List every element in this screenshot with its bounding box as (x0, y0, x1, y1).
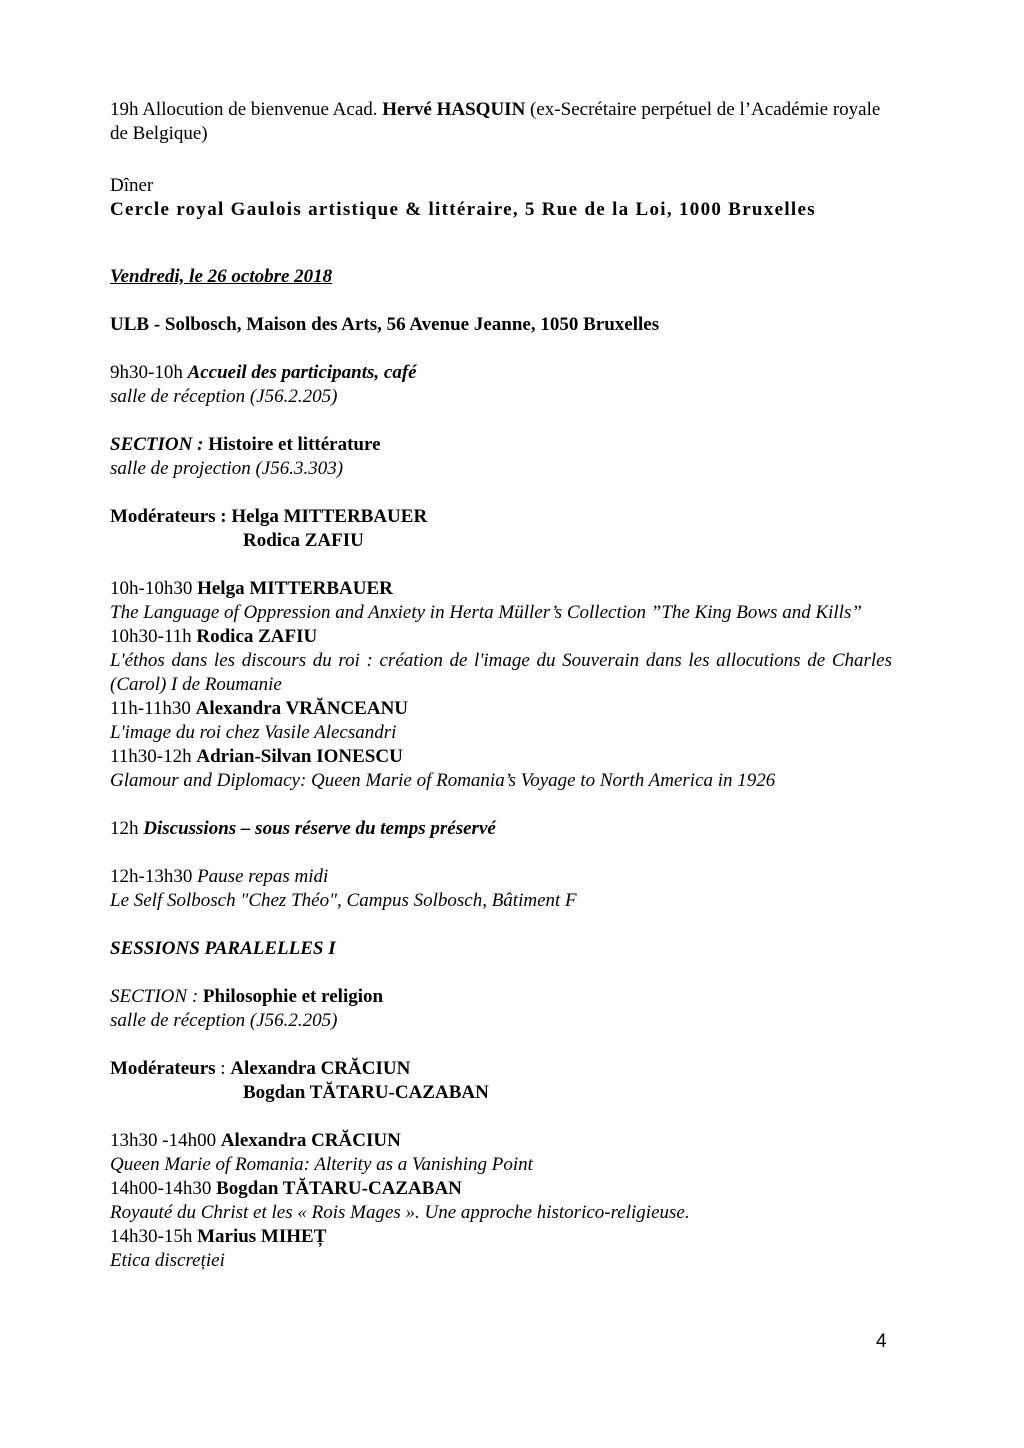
talk-time: 13h30 -14h00 (110, 1130, 221, 1151)
lunch-place: Le Self Solbosch "Chez Théo", Campus Solbosch, Bâtiment F (110, 890, 577, 911)
section2-room: salle de réception (J56.2.205) (110, 1010, 338, 1031)
dinner-label: Dîner (110, 175, 154, 196)
talk-speaker: Marius MIHEȚ (197, 1226, 327, 1247)
section2-moderators-sep: : (215, 1058, 231, 1079)
section2-label: SECTION : (110, 986, 203, 1007)
parallel-sessions-heading: SESSIONS PARALELLES I (110, 938, 336, 959)
section2-moderators (110, 1057, 892, 1081)
lunch-title: Pause repas midi (197, 866, 329, 887)
section2-talk (110, 1225, 892, 1273)
section2-talk (110, 1129, 892, 1177)
talk-time: 11h-11h30 (110, 698, 196, 719)
section2-moderators-label: Modérateurs (110, 1058, 216, 1079)
coffee-line (110, 361, 892, 385)
welcome-speaker: Hervé HASQUIN (382, 99, 526, 120)
welcome-time: 19h Allocution de bienvenue Acad. (110, 99, 383, 120)
discussion-text: Discussions – sous réserve du temps préservé (143, 818, 496, 839)
section2-talk (110, 1177, 892, 1225)
talk-title: Royauté du Christ et les « Rois Mages ». Une approche historico-religieuse. (110, 1202, 690, 1223)
talk-speaker: Bogdan TĂTARU-CAZABAN (216, 1178, 462, 1199)
welcome-speech-line (110, 98, 892, 146)
section1-talk (110, 697, 892, 745)
talk-title: Etica discreției (110, 1250, 225, 1271)
talk-title: The Language of Oppression and Anxiety in Herta Müller’s Collection ”The King Bows and Kills” (110, 602, 862, 623)
section2-moderator-1: Alexandra CRĂCIUN (230, 1058, 411, 1079)
section1-title: Histoire et littérature (208, 434, 381, 455)
talk-time: 10h-10h30 (110, 578, 198, 599)
discussion-line (110, 817, 892, 841)
talk-speaker: Rodica ZAFIU (196, 626, 318, 647)
section1-heading (110, 433, 892, 457)
section1-room: salle de projection (J56.3.303) (110, 458, 344, 479)
talk-title: Glamour and Diplomacy: Queen Marie of Romania’s Voyage to North America in 1926 (110, 770, 776, 791)
discussion-time: 12h (110, 818, 144, 839)
talk-title: Queen Marie of Romania: Alterity as a Vanishing Point (110, 1154, 533, 1175)
section2-heading (110, 985, 892, 1009)
document-page (110, 98, 892, 1273)
dinner-venue: Cercle royal Gaulois artistique & littéraire, 5 Rue de la Loi, 1000 Bruxelles (110, 199, 816, 220)
section1-talk (110, 577, 892, 625)
lunch-time: 12h-13h30 (110, 866, 198, 887)
talk-speaker: Helga MITTERBAUER (197, 578, 393, 599)
coffee-time: 9h30-10h (110, 362, 188, 383)
section1-label: SECTION : (110, 434, 209, 455)
page-number: 4 (876, 1331, 887, 1352)
day-location: ULB - Solbosch, Maison des Arts, 56 Avenue Jeanne, 1050 Bruxelles (110, 314, 660, 335)
talk-speaker: Alexandra CRĂCIUN (220, 1130, 401, 1151)
talk-speaker: Alexandra VRĂNCEANU (195, 698, 409, 719)
day-date: Vendredi, le 26 octobre 2018 (110, 266, 333, 287)
section1-moderator-1: Helga MITTERBAUER (231, 506, 428, 527)
talk-time: 14h30-15h (110, 1226, 198, 1247)
talk-time: 10h30-11h (110, 626, 197, 647)
section1-moderator-2: Rodica ZAFIU (243, 530, 364, 551)
talk-time: 14h00-14h30 (110, 1178, 217, 1199)
lunch-line (110, 865, 892, 889)
talk-title: L'éthos dans les discours du roi : création de l'image du Souverain dans les allocutions de Charles (Carol) I de Roumanie (110, 650, 892, 695)
section1-moderators-label: Modérateurs : (110, 506, 232, 527)
section1-talk (110, 625, 892, 697)
section2-moderator-2: Bogdan TĂTARU-CAZABAN (243, 1082, 489, 1103)
section1-moderators (110, 505, 892, 529)
section2-title: Philosophie et religion (202, 986, 384, 1007)
talk-speaker: Adrian-Silvan IONESCU (196, 746, 403, 767)
welcome-detail: (ex-Secrétaire perpétuel de l’Académie royale de Belgique) (110, 99, 881, 144)
talk-title: L'image du roi chez Vasile Alecsandri (110, 722, 397, 743)
coffee-room: salle de réception (J56.2.205) (110, 386, 338, 407)
section1-talk (110, 745, 892, 793)
coffee-title: Accueil des participants, café (187, 362, 417, 383)
talk-time: 11h30-12h (110, 746, 197, 767)
